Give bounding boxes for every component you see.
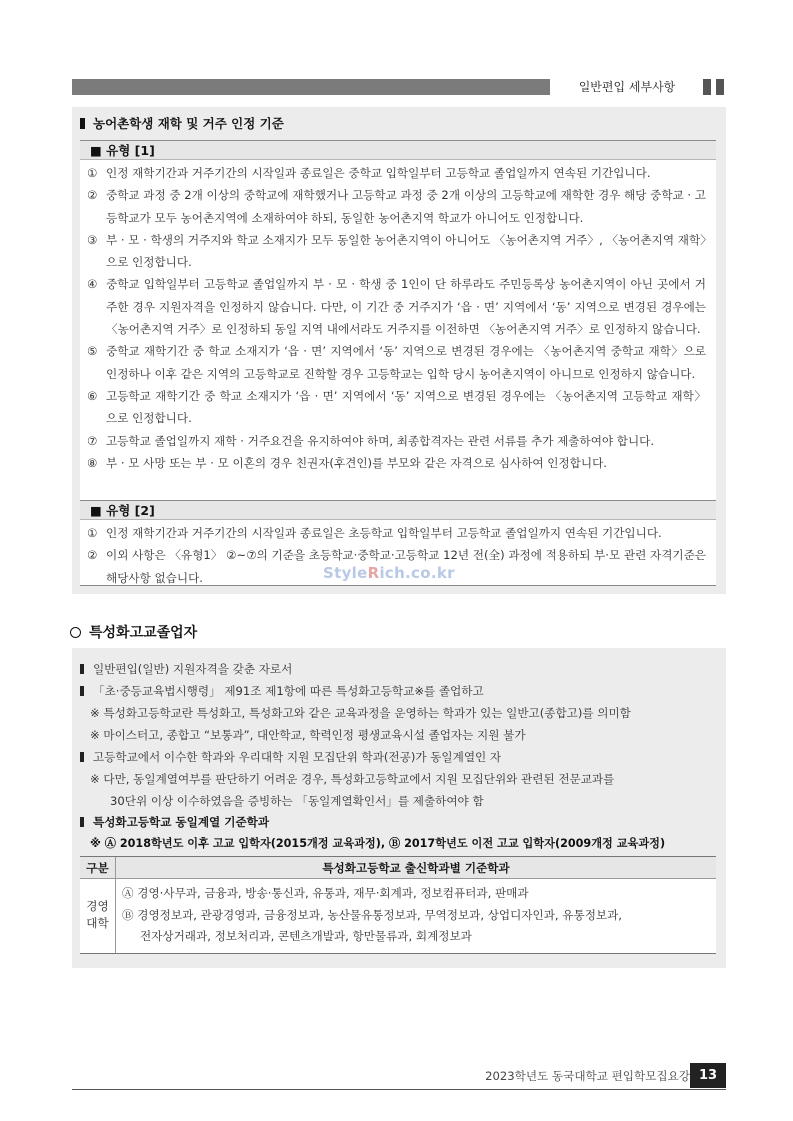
table-row-label: 경영 대학 bbox=[80, 879, 116, 953]
table-row-departments: Ⓐ 경영·사무과, 금융과, 방송·통신과, 유통과, 재무·회계과, 정보컴퓨터과, 판매과 Ⓑ 경영정보과, 관광경영과, 금융정보과, 농산물유통정보과, 무역정보과, 상업디자인과, 유통정보과, 전자상거래과, 정보처리과, 콘텐츠개발과, 항만물류과, 회계정보과 bbox=[122, 886, 622, 943]
footer-rule bbox=[72, 1089, 726, 1090]
criteria-note: ※ 다만, 동일계열여부를 판단하기 어려운 경우, 특성화고등학교에서 지원 모집단위와 관련된 전문교과를 bbox=[90, 772, 615, 786]
header-block bbox=[716, 79, 724, 95]
list-item bbox=[87, 430, 706, 452]
criteria-subheading: 특성화고등학교 동일계열 기준학과 bbox=[80, 813, 269, 831]
criteria-note: ※ 마이스터고, 종합고 “보통과”, 대안학교, 학력인정 평생교육시설 졸업자는 지원 불가 bbox=[90, 728, 526, 742]
item-number: ③ bbox=[87, 232, 98, 247]
criteria-note: 30단위 이상 이수하였음을 증빙하는 「동일계열확인서」를 제출하여야 함 bbox=[110, 794, 484, 808]
list-item bbox=[87, 340, 706, 385]
item-text: 중학교 과정 중 2개 이상의 중학교에 재학했거나 고등학교 과정 중 2개 이상의 고등학교에 재학한 경우 해당 중학교 · 고등학교가 모두 농어촌지역에 소재하여야 하되, 동일한 농어촌지역 학교가 아니어도 인정합니다. bbox=[106, 188, 706, 225]
square-bullet-icon bbox=[80, 118, 85, 129]
type1-list bbox=[80, 160, 716, 474]
footer-text: 2023학년도 동국대학교 편입학모집요강 bbox=[485, 1069, 690, 1083]
section-title: 일반편입 세부사항 bbox=[578, 80, 676, 94]
item-text: 중학교 재학기간 중 학교 소재지가 ‘읍 · 면’ 지역에서 ‘동’ 지역으로 변경된 경우에는 〈농어촌지역 중학교 재학〉으로 인정하나 이후 같은 지역의 고등학교로 진학할 경우 고등학교는 입학 당시 농어촌지역이 아니므로 인정하지 않습니다. bbox=[106, 344, 706, 381]
circle-bullet-icon bbox=[70, 627, 81, 638]
item-text: 부 · 모 · 학생의 거주지와 학교 소재지가 모두 동일한 농어촌지역이 아니어도 〈농어촌지역 거주〉, 〈농어촌지역 재학〉으로 인정합니다. bbox=[106, 232, 706, 270]
list-item bbox=[87, 385, 706, 430]
list-item bbox=[87, 522, 706, 544]
table-header-departments: 특성화고등학교 출신학과별 기준학과 bbox=[322, 861, 510, 875]
item-number: ② bbox=[87, 188, 98, 203]
item-text: 이외 사항은 〈유형1〉 ②~⑦의 기준을 초등학교·중학교·고등학교 12년 전(全) 과정에 적용하되 부·모 관련 자격기준은 해당사항 없습니다. bbox=[106, 548, 706, 585]
list-item bbox=[87, 229, 706, 274]
rural-criteria-title: 농어촌학생 재학 및 거주 인정 기준 bbox=[80, 115, 284, 133]
department-table bbox=[80, 856, 716, 954]
item-text: 부 · 모 사망 또는 부 · 모 이혼의 경우 친권자(후견인)를 부모와 같은 자격으로 심사하여 인정합니다. bbox=[106, 455, 607, 470]
type2-header: ■ 유형 [2] bbox=[80, 501, 716, 520]
type1-header: ■ 유형 [1] bbox=[80, 141, 716, 160]
list-item bbox=[87, 273, 706, 340]
watermark: StyleRich.co.kr bbox=[323, 564, 455, 582]
item-number: ② bbox=[87, 548, 98, 563]
special-section-title: 특성화고교졸업자 bbox=[70, 623, 197, 643]
square-bullet-icon bbox=[80, 664, 84, 674]
item-text: 인정 재학기간과 거주기간의 시작일과 종료일은 초등학교 입학일부터 고등학교 졸업일까지 연속된 기간입니다. bbox=[106, 526, 662, 540]
item-text: 인정 재학기간과 거주기간의 시작일과 종료일은 중학교 입학일부터 고등학교 졸업일까지 연속된 기간입니다. bbox=[106, 166, 651, 180]
square-bullet-icon bbox=[80, 817, 84, 827]
header-block bbox=[703, 79, 711, 95]
item-text: 중학교 입학일부터 고등학교 졸업일까지 부 · 모 · 학생 중 1인이 단 하루라도 주민등록상 농어촌지역이 아닌 곳에서 거주한 경우 지원자격을 인정하지 않습니다. 다만, 이 기간 중 거주지가 ‘읍 · 면’ 지역에서 ‘동’ 지역으로 변경된 경우에는 〈농어촌지역 거주〉로 인정하되 동일 지역 내에서라도 거주지를 이전하면 〈농어촌지역 거주〉로 인정하지 않습니다. bbox=[106, 277, 706, 337]
item-text: 고등학교 졸업일까지 재학 · 거주요건을 유지하여야 하며, 최종합격자는 관련 서류를 추가 제출하여야 합니다. bbox=[106, 433, 655, 448]
table-header-category: 구분 bbox=[80, 857, 116, 879]
square-bullet-icon bbox=[80, 686, 84, 696]
item-number: ⑧ bbox=[87, 455, 98, 470]
item-number: ⑦ bbox=[87, 433, 98, 448]
criteria-line: 「초·중등교육법시행령」 제91조 제1항에 따른 특성화고등학교※를 졸업하고 bbox=[80, 682, 484, 700]
criteria-line: 고등학교에서 이수한 학과와 우리대학 지원 모집단위 학과(전공)가 동일계열인 자 bbox=[80, 748, 501, 766]
table-header-row bbox=[80, 857, 716, 879]
header-bar bbox=[72, 79, 550, 95]
type1-panel bbox=[80, 140, 716, 502]
square-bullet-icon bbox=[80, 752, 84, 762]
item-number: ⑥ bbox=[87, 388, 98, 403]
criteria-note: ※ 특성화고등학교란 특성화고, 특성화고와 같은 교육과정을 운영하는 학과가 있는 일반고(종합고)를 의미함 bbox=[90, 706, 631, 720]
list-item bbox=[87, 162, 706, 184]
list-item bbox=[87, 184, 706, 229]
item-number: ① bbox=[87, 526, 98, 540]
criteria-legend: ※ Ⓐ 2018학년도 이후 고교 입학자(2015개정 교육과정), Ⓑ 2017학년도 이전 고교 입학자(2009개정 교육과정) bbox=[90, 837, 666, 850]
item-number: ① bbox=[87, 166, 98, 180]
item-number: ⑤ bbox=[87, 344, 98, 359]
item-number: ④ bbox=[87, 277, 98, 292]
criteria-line: 일반편입(일반) 지원자격을 갖춘 자로서 bbox=[80, 660, 292, 678]
page-number: 13 bbox=[690, 1063, 726, 1088]
item-text: 고등학교 재학기간 중 학교 소재지가 ‘읍 · 면’ 지역에서 ‘동’ 지역으로 변경된 경우에는 〈농어촌지역 고등학교 재학〉으로 인정합니다. bbox=[106, 388, 706, 426]
list-item bbox=[87, 452, 706, 474]
